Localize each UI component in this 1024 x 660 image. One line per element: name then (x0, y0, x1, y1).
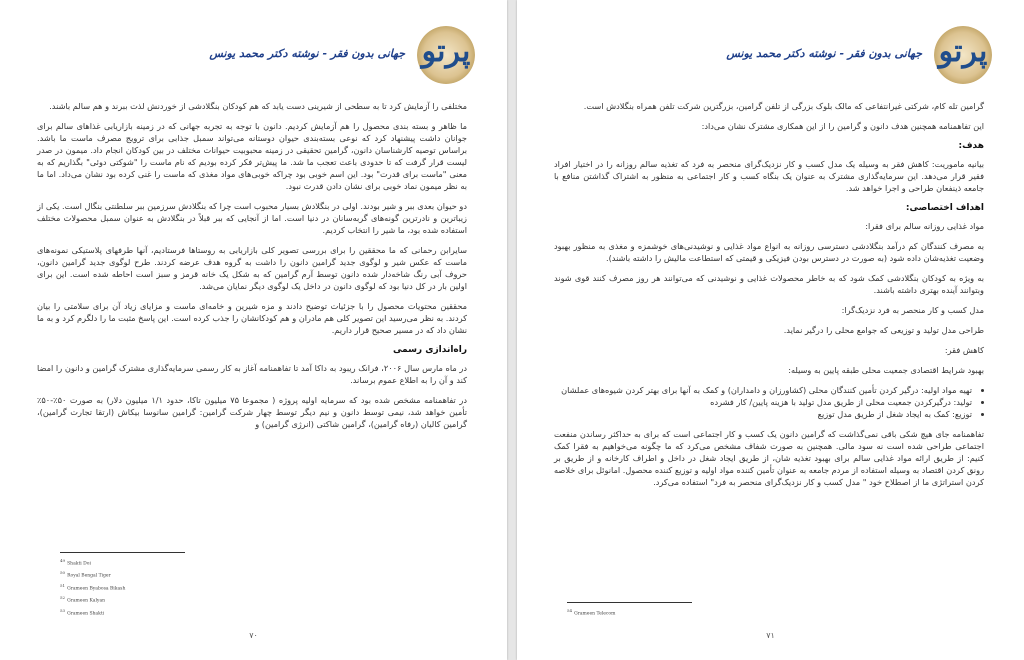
document-page-left (0, 0, 507, 660)
page-number: ۷۱ (766, 631, 775, 640)
paragraph: مواد غذایی روزانه سالم برای فقرا: (865, 221, 984, 231)
paragraph: دو حیوان بعدی ببر و شیر بودند. اولی در بنگلادش بسیار محبوب است چرا که بنگلادش سرزمین ببر سلطنتی بنگال است. یکی از زیباترین و نادرترین گونه‌های گربه‌سانان در دنیا است. اما از آنجایی که ببر قبلاً در بنگلادش به عنوان سمبل محصولات مختلف استفاده شده بود، ما شیر را انتخاب کردیم. (37, 201, 467, 235)
footnote: $^{53}$Grameen Shakti (60, 607, 105, 616)
paragraph: بیانیه ماموریت: کاهش فقر به وسیله یک مدل کسب و کار نزدیک‌گرای منحصر به فرد که تغذیه سالم روزانه را در اختیار افراد فقیر قرار می‌دهد. این سرمایه‌گذاری مشترک به عنوان یک بنگاه کسب و کار اجتماعی به منظور به اشتراک گذاشتن منافع با جامعه ذینفعان طراحی و اجرا خواهد شد. (554, 159, 984, 193)
paragraph: به مصرف کنندگان کم درآمد بنگلادشی دسترسی روزانه به انواع مواد غذایی و نوشیدنی‌های خوشمزه و مغذی به منظور بهبود وضعیت تغذیه‌شان داده شود (به صورت در دسترس بودن فیزیکی و قیمتی که استطاعت مالیش را داشته باشند). (554, 241, 984, 263)
footnote: $^{54}$Grameen Telecom (567, 607, 616, 616)
paragraph: محققین محتویات محصول را با جزئیات توضیح دادند و مزه شیرین و خامه‌ای ماست و مزایای زیاد آن برای سلامتی را بیان کردند. به نظر می‌رسید این تصویر کلی هم مادران و هم کودکانشان را جذب کرده است. این پاسخ مثبت ما را دلگرم کرد و به ما نشان داد که در مسیر صحیح قرار داریم. (37, 301, 467, 335)
list-item: • تهیه مواد اولیه: درگیر کردن تأمین کنندگان محلی (کشاورزان و دامداران) و کمک به آنها برای بهتر کردن شیوه‌های عملشان (554, 384, 972, 396)
footnote-divider (567, 602, 692, 603)
footnotes (60, 552, 185, 619)
paragraph: مدل کسب و کار منحصر به فرد نزدیک‌گرا: (841, 305, 984, 315)
page-header (35, 26, 475, 86)
footnote: $^{49}$Shakti Doi (60, 557, 91, 566)
footnote: $^{50}$Royal Bengal Tiger (60, 570, 111, 579)
page-body (554, 100, 984, 496)
book-title: جهانی بدون فقر - نوشته دکتر محمد یونس (209, 47, 405, 60)
publisher-logo: پرتو (417, 26, 475, 84)
goal-heading: هدف: (958, 141, 984, 151)
publisher-logo: پرتو (934, 26, 992, 84)
paragraph: مختلفی را آزمایش کرد تا به سطحی از شیرینی دست یابد که هم کودکان بنگلادشی از خوردنش لذت ببرند و هم سالم باشند. (49, 101, 467, 111)
list-item: • توزیع: کمک به ایجاد شغل از طریق مدل توزیع (554, 408, 972, 420)
paragraph: ما ظاهر و بسته بندی محصول را هم آزمایش کردیم. دانون با توجه به تجربه جهانی که در زمینه بازاریابی غذاهای سالم برای جوانان داشت پیشنهاد کرد که نوعی بسته‌بندی حیوان دوستانه می‌تواند سمبل جذابی برای ترویج مصرف ماست ما باشد. براساس توصیه کارشناسان دانون، گرامین تحقیقی در زمینه محبوبیت حیوانات مختلف در بین کودکان انجام داد. میمون در صدر لیست قرار گرفت که تا حدودی باعث تعجب ما شد. ما پیش‌تر فکر کرده بودیم که نام ماست را "شوکتی دوئی" بگذاریم که به معنی "ماست برای قدرت" بود. این اسم خوبی بود چراکه خوبی‌های مواد مغذی که ماست را غنی کرده بود نشان می‌داد. اما ما به نظر میمون نماد خوبی برای نشان دادن قدرت نبود. (37, 121, 467, 191)
book-title: جهانی بدون فقر - نوشته دکتر محمد یونس (726, 47, 922, 60)
footnote: $^{52}$Grameen Kalyan (60, 595, 106, 604)
paragraph: گرامین تله کام، شرکتی غیرانتفاعی که مالک بلوک بزرگی از تلفن گرامین، بزرگترین شرکت تلفن همراه بنگلادش است. (583, 101, 984, 111)
document-page-right (517, 0, 1024, 660)
paragraph: کاهش فقر: (944, 345, 984, 355)
paragraph: به ویژه به کودکان بنگلادشی کمک شود که به خاطر محصولات غذایی و نوشیدنی که می‌توانند هر روز مصرف کنند قوی شوند وبتوانند آینده بهتری داشته باشند. (554, 273, 984, 295)
page-body (37, 100, 467, 438)
section-heading: راه‌اندازی رسمی (392, 345, 467, 355)
paragraph: تفاهمنامه جای هیچ شکی باقی نمی‌گذاشت که گرامین دانون یک کسب و کار اجتماعی است که برای به حداکثر رساندن منفعت اجتماعی طراحی شده است نه سود مالی. همچنین به صورت شفاف مشخص می‌کرد که ما چگونه می‌خواهیم به فقرا کمک کنیم: از طریق ارائه مواد غذایی سالم برای بهبود تغذیه شان، از طریق ایجاد شغل در داخل و اطراف کارخانه و از طریق بر رونق کردن اقتصاد به وسیله استفاده از مردم جامعه به عنوان تأمین کننده مواد اولیه و توزیع کننده محصول. امانوئل برای خلاصه کردن استراتژی ما از اصطلاح خود " مدل کسب و کار نزدیک‌گرای منحصر به فرد" استفاده می‌کرد. (554, 429, 984, 487)
paragraph: بهبود شرایط اقتصادی جمعیت محلی طبقه پایین به وسیله: (788, 365, 984, 375)
paragraph: این تفاهمنامه همچنین هدف دانون و گرامین را از این همکاری مشترک نشان می‌داد: (701, 121, 984, 131)
paragraph: در تفاهمنامه مشخص شده بود که سرمایه اولیه پروژه ( مجموعا ۷۵ میلیون تاکا، حدود ۱/۱ میلیون دلار) به صورت ۵۰٪-۵۰٪ تأمین خواهد شد، نیمی توسط دانون و نیم دیگر توسط چهار شرکت گرامین: گرامین سانوسا بیکاش (ارتقا تجارت گرامین)، گرامین کالیان (رفاه گرامین)، گرامین شاکتی (انرژی گرامین) و (37, 395, 467, 429)
footnote: $^{51}$Grameen Byabosa Bikash (60, 582, 126, 591)
paragraph: در ماه مارس سال ۲۰۰۶، فرانک ریبود به داکا آمد تا تفاهمنامه آغاز به کار رسمی سرمایه‌گذاری مشترک گرامین و دانون را امضا کند و آن را به اطلاع عموم برساند. (37, 363, 468, 385)
paragraph: طراحی مدل تولید و توزیعی که جوامع محلی را درگیر نماید. (783, 325, 984, 335)
page-number: ۷۰ (249, 631, 258, 640)
specific-goals-heading: اهداف اختصاصی: (905, 203, 984, 213)
footnotes (567, 602, 692, 619)
list-item: • تولید: درگیرکردن جمعیت محلی از طریق مدل تولید با هزینه پایین/ کار فشرده (554, 396, 972, 408)
bullet-list (554, 384, 984, 420)
footnote-divider (60, 552, 185, 553)
page-header (552, 26, 992, 86)
paragraph: سایرابن رحمانی که ما محققین را برای بررسی تصویر کلی بازاریابی به روستاها فرستادیم، آنها طرفهای پلاستیکی نمونه‌های ماست که عکس شیر و لوگوی جدید گرامین دانون را داشت به گروه هدف عرضه کردند. طرح لوگوی جدید گرامین دانون، حروف آبی رنگ شاخه‌دار شده دانون توسط آرم گرامین که به شکل یک خانه قرمز و سبز است احاطه شده است. این برای اولین بار در کل دنیا بود که لوگوی دانون در داخل یک لوگوی دیگر نمایان می‌شد. (37, 245, 467, 291)
